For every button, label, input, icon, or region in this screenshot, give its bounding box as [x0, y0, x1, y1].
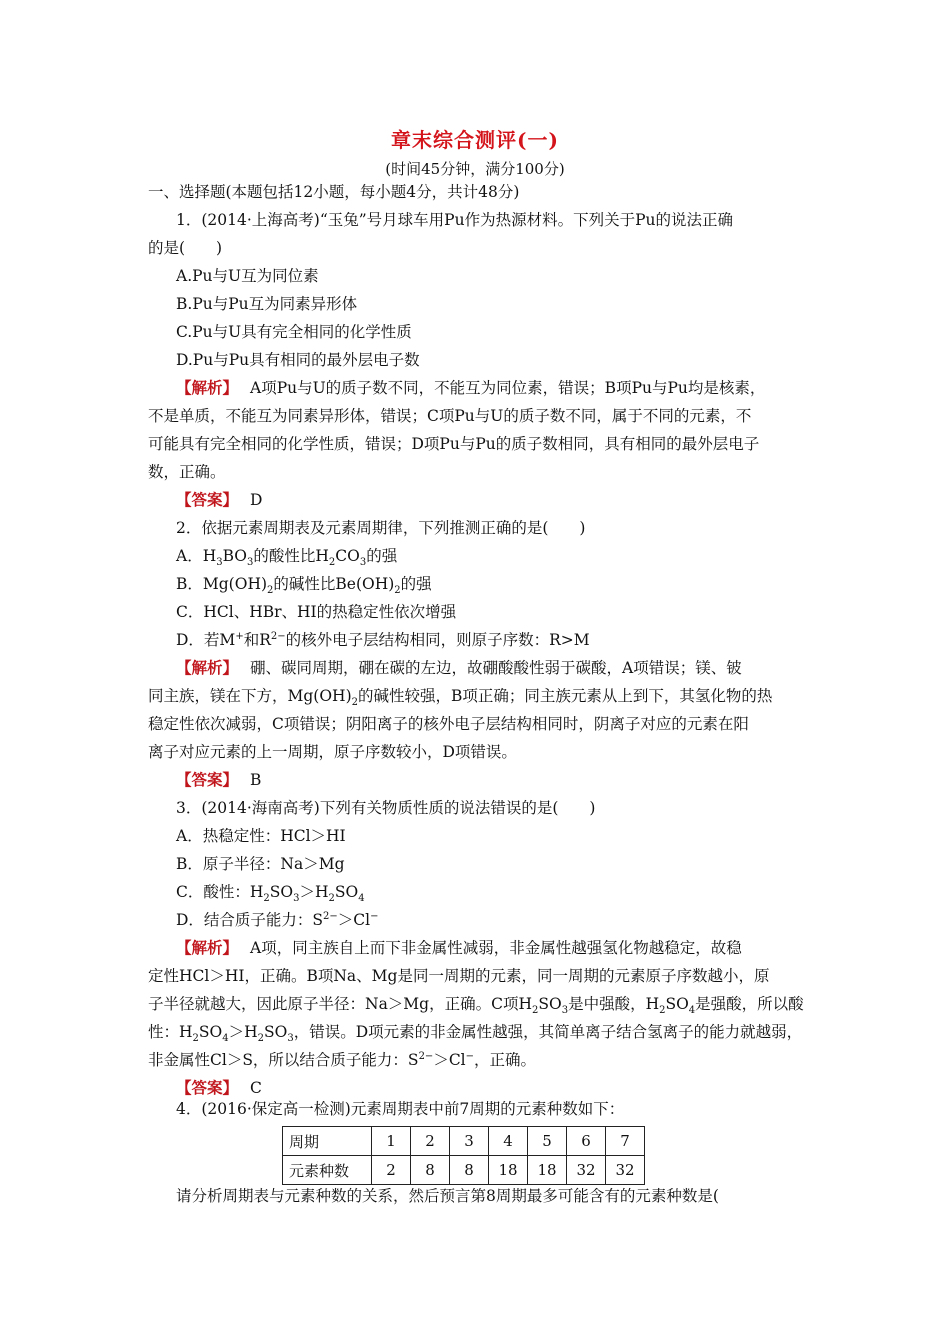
q4-stem: 4．(2016·保定高一检测)元素周期表中前7周期的元素种数如下：: [176, 1100, 625, 1118]
q3-analysis-line-5: 非金属性Cl＞S，所以结合质子能力：$S^{2-}>Cl^-$，正确。: [148, 1050, 537, 1069]
table-cell: 2: [411, 1127, 450, 1156]
q3-option-d: D．结合质子能力：$S^{2-}>Cl^-$: [176, 910, 379, 929]
table-row-label: 元素种数: [283, 1156, 372, 1185]
q3-analysis-line-4: 性：$H_2SO_4>H_2SO_3$，错误。D项元素的非金属性越强，其简单离子结合氢离子的能力就越弱，: [148, 1023, 803, 1045]
q2-option-b: B．$Mg(OH)_2$的碱性比$Be(OH)_2$的强: [176, 575, 432, 597]
q2-option-c: C．HCl、HBr、HI的热稳定性依次增强: [176, 603, 457, 621]
analysis-tag: 【解析】: [176, 378, 239, 397]
table-row: [283, 1127, 645, 1156]
table-cell: 5: [528, 1127, 567, 1156]
answer-tag: 【答案】: [176, 770, 239, 789]
table-cell: 4: [489, 1127, 528, 1156]
table-cell: 3: [450, 1127, 489, 1156]
answer-tag: 【答案】: [176, 490, 239, 509]
q1-option-b: B.Pu与Pu互为同素异形体: [176, 295, 358, 313]
q3-analysis-line-1: 【解析】 A项，同主族自上而下非金属性减弱，非金属性越强氢化物越稳定，故稳: [176, 938, 742, 957]
q1-analysis-line-2: 不是单质，不能互为同素异形体，错误；C项Pu与U的质子数不同，属于不同的元素，不: [148, 407, 752, 425]
q2-option-a: A．$H_3BO_3$的酸性比$H_2CO_3$的强: [176, 547, 398, 569]
q1-option-d: D.Pu与Pu具有相同的最外层电子数: [176, 351, 420, 369]
table-cell: 32: [606, 1156, 645, 1185]
q3-answer: 【答案】 C: [176, 1078, 262, 1097]
table-row-label: 周期: [283, 1127, 372, 1156]
analysis-tag: 【解析】: [176, 658, 239, 677]
section-heading: 一、选择题(本题包括12小题，每小题4分，共计48分): [148, 183, 520, 201]
table-row: [283, 1156, 645, 1185]
q2-answer: 【答案】 B: [176, 770, 262, 789]
table-cell: 8: [450, 1156, 489, 1185]
q2-analysis-line-4: 离子对应元素的上一周期，原子序数较小，D项错误。: [148, 743, 517, 761]
q3-option-c: C．酸性：$H_2SO_3>H_2SO_4$: [176, 883, 365, 905]
q1-analysis-line-4: 数，正确。: [148, 463, 226, 481]
q2-analysis-line-1: 【解析】 硼、碳同周期，硼在碳的左边，故硼酸酸性弱于碳酸，A项错误；镁、铍: [176, 658, 742, 677]
q3-analysis-line-3: 子半径就越大，因此原子半径：Na＞Mg，正确。C项$H_2SO_3$是中强酸，$H_2SO_4$是强酸，所以酸: [148, 995, 804, 1017]
q1-option-a: A.Pu与U互为同位素: [176, 267, 319, 285]
table-cell: 6: [567, 1127, 606, 1156]
q2-stem: 2．依据元素周期表及元素周期律，下列推测正确的是( ): [176, 519, 586, 537]
table-cell: 8: [411, 1156, 450, 1185]
table-cell: 18: [528, 1156, 567, 1185]
q3-option-b: B．原子半径：Na＞Mg: [176, 855, 345, 873]
q1-option-c: C.Pu与U具有完全相同的化学性质: [176, 323, 412, 341]
q3-stem: 3．(2014·海南高考)下列有关物质性质的说法错误的是( ): [176, 799, 596, 817]
q4-followup: 请分析周期表与元素种数的关系，然后预言第8周期最多可能含有的元素种数是(: [176, 1187, 719, 1205]
answer-tag: 【答案】: [176, 1078, 239, 1097]
page-title: 章末综合测评(一): [391, 128, 559, 152]
table-cell: 32: [567, 1156, 606, 1185]
q3-analysis-line-2: 定性HCl＞HI，正确。B项Na、Mg是同一周期的元素，同一周期的元素原子序数越小，原: [148, 967, 770, 985]
q1-analysis-line-1: 【解析】 A项Pu与U的质子数不同，不能互为同位素，错误；B项Pu与Pu均是核素，: [176, 378, 766, 397]
q2-analysis-line-3: 稳定性依次减弱，C项错误；阴阳离子的核外电子层结构相同时，阴离子对应的元素在阳: [148, 715, 749, 733]
q2-option-d: D．若M+和$R^{2-}$的核外电子层结构相同，则原子序数：R>M: [176, 630, 590, 649]
table-cell: 2: [372, 1156, 411, 1185]
q1-stem-line-2: 的是( ): [148, 239, 223, 257]
analysis-tag: 【解析】: [176, 938, 239, 957]
table-cell: 18: [489, 1156, 528, 1185]
q1-analysis-line-3: 可能具有完全相同的化学性质，错误；D项Pu与Pu的质子数相同，具有相同的最外层电子: [148, 435, 760, 453]
period-element-table: [282, 1126, 645, 1185]
table-cell: 1: [372, 1127, 411, 1156]
page-subtitle: (时间45分钟，满分100分): [385, 160, 565, 178]
q1-stem-line-1: 1．(2014·上海高考)“玉兔”号月球车用Pu作为热源材料。下列关于Pu的说法正确: [176, 211, 734, 229]
q3-option-a: A．热稳定性：HCl＞HI: [176, 827, 346, 845]
q2-analysis-line-2: 同主族，镁在下方，$Mg(OH)_2$的碱性较强，B项正确；同主族元素从上到下，其氢化物的热: [148, 687, 773, 709]
table-cell: 7: [606, 1127, 645, 1156]
q1-answer: 【答案】 D: [176, 490, 263, 509]
